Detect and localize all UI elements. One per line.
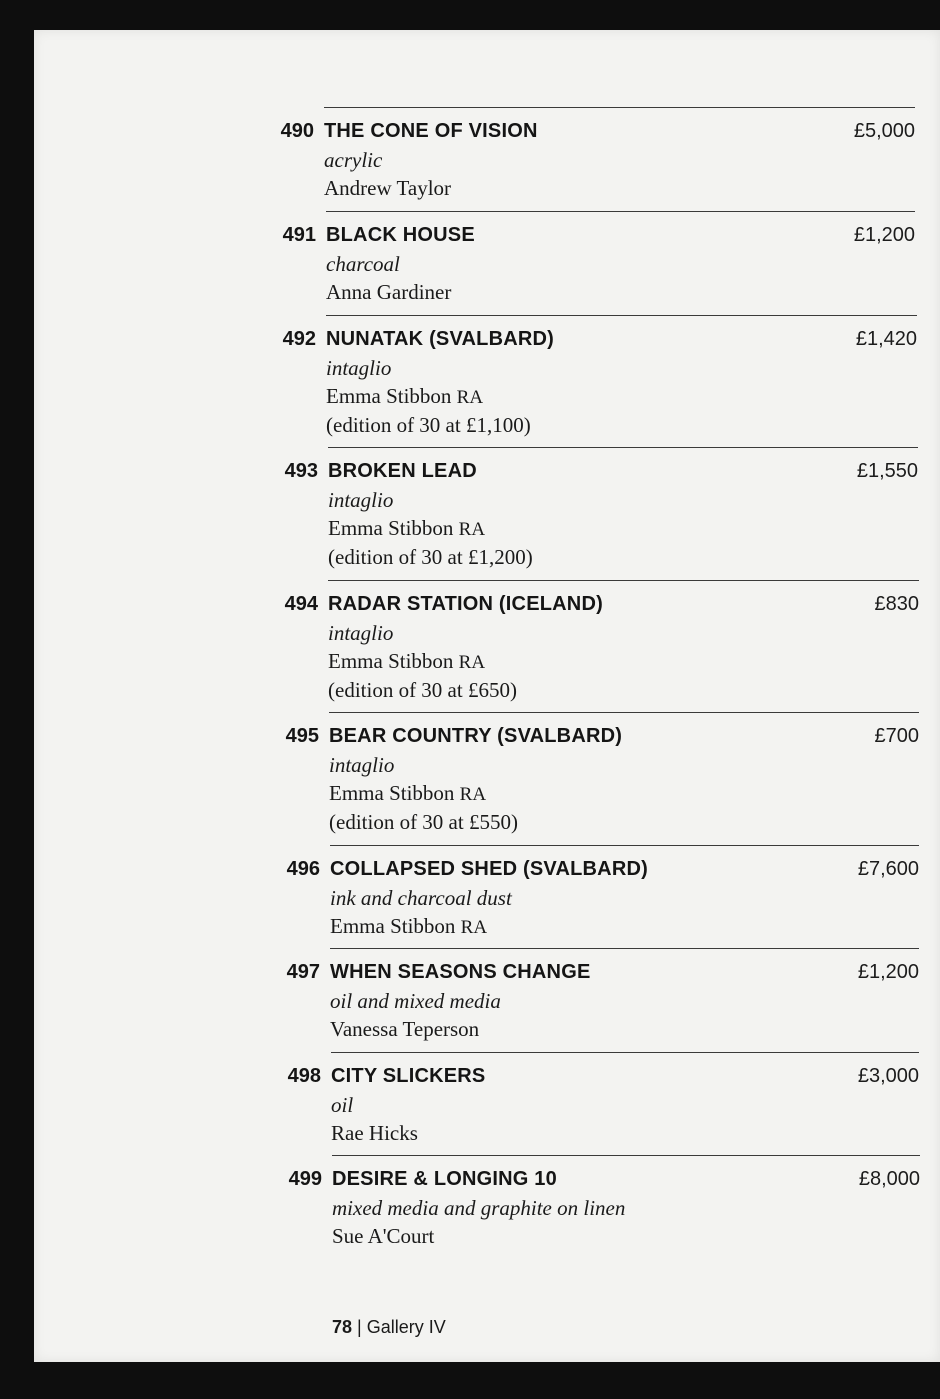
artwork-title: CITY SLICKERS — [331, 1065, 486, 1087]
artwork-price: £7,600 — [857, 858, 919, 880]
lot-entry — [288, 1155, 920, 1256]
lot-number: 497 — [286, 961, 320, 983]
artwork-price: £3,000 — [857, 1065, 919, 1087]
artist-name: Vanessa Teperson — [330, 1017, 480, 1041]
artist-name: Emma Stibbon — [330, 914, 456, 938]
artwork-title: COLLAPSED SHED (SVALBARD) — [330, 858, 648, 880]
artwork-medium: charcoal — [326, 252, 400, 276]
artwork-medium: oil — [331, 1093, 354, 1117]
lot-number: 492 — [282, 328, 316, 350]
artwork-medium: intaglio — [326, 356, 392, 380]
artwork-title: BLACK HOUSE — [326, 224, 475, 246]
catalogue-page — [34, 30, 940, 1362]
lot-number: 494 — [284, 593, 318, 615]
artwork-title: RADAR STATION (ICELAND) — [328, 593, 603, 615]
edition-note: (edition of 30 at £650) — [328, 678, 517, 702]
artwork-medium: acrylic — [324, 148, 383, 172]
artist-line — [332, 1224, 434, 1249]
artwork-price: £700 — [874, 725, 919, 747]
artwork-title: BEAR COUNTRY (SVALBARD) — [329, 725, 623, 747]
lot-entry — [284, 580, 919, 713]
artwork-title: BROKEN LEAD — [328, 460, 477, 482]
ra-designation: RA — [459, 784, 487, 805]
lot-entry — [285, 712, 919, 846]
lot-entry — [282, 211, 915, 316]
lot-entry — [287, 1052, 919, 1156]
artist-line — [326, 384, 483, 409]
artist-name: Emma Stibbon — [326, 384, 452, 408]
ra-designation: RA — [456, 387, 484, 408]
artist-line — [329, 781, 486, 806]
artist-line — [324, 176, 451, 201]
artwork-price: £1,550 — [856, 460, 918, 482]
artwork-medium: mixed media and graphite on linen — [332, 1196, 626, 1220]
lot-number: 490 — [280, 120, 314, 142]
lot-entry — [286, 948, 919, 1053]
artist-line — [331, 1121, 418, 1146]
lot-number: 496 — [286, 858, 320, 880]
artwork-price: £1,420 — [855, 328, 917, 350]
artwork-title: DESIRE & LONGING 10 — [332, 1168, 557, 1190]
artist-name: Emma Stibbon — [328, 649, 454, 673]
edition-note: (edition of 30 at £550) — [329, 810, 518, 834]
ra-designation: RA — [458, 519, 486, 540]
lot-entry — [286, 845, 919, 949]
lot-entry — [280, 107, 915, 212]
edition-note: (edition of 30 at £1,100) — [326, 413, 531, 437]
lot-entry — [282, 315, 917, 448]
artwork-medium: ink and charcoal dust — [330, 886, 512, 910]
artwork-title: WHEN SEASONS CHANGE — [330, 961, 591, 983]
edition-note: (edition of 30 at £1,200) — [328, 545, 533, 569]
artist-name: Rae Hicks — [331, 1121, 418, 1145]
page-footer — [332, 1317, 446, 1338]
lot-number: 495 — [285, 725, 319, 747]
artist-name: Anna Gardiner — [326, 280, 452, 304]
lot-number: 493 — [284, 460, 318, 482]
artwork-price: £5,000 — [853, 120, 915, 142]
artist-line — [330, 914, 487, 939]
artwork-medium: intaglio — [329, 753, 395, 777]
artwork-price: £1,200 — [857, 961, 919, 983]
artist-name: Sue A'Court — [332, 1224, 435, 1248]
artwork-medium: intaglio — [328, 621, 394, 645]
artwork-medium: intaglio — [328, 488, 394, 512]
artist-name: Emma Stibbon — [329, 781, 455, 805]
ra-designation: RA — [460, 917, 488, 938]
artwork-title: THE CONE OF VISION — [324, 120, 538, 142]
artist-line — [326, 280, 451, 305]
section-name: Gallery IV — [366, 1317, 446, 1337]
artwork-title: NUNATAK (SVALBARD) — [326, 328, 555, 350]
artwork-price: £8,000 — [858, 1168, 920, 1190]
lot-number: 498 — [287, 1065, 321, 1087]
artist-name: Andrew Taylor — [324, 176, 452, 200]
artist-name: Emma Stibbon — [328, 516, 454, 540]
artist-line — [328, 649, 485, 674]
artwork-price: £1,200 — [853, 224, 915, 246]
lot-entry — [284, 447, 918, 581]
artist-line — [328, 516, 485, 541]
page-number: 78 — [332, 1317, 353, 1337]
lot-number: 491 — [282, 224, 316, 246]
footer-separator: | — [357, 1317, 362, 1337]
lot-number: 499 — [288, 1168, 322, 1190]
artwork-medium: oil and mixed media — [330, 989, 501, 1013]
artist-line — [330, 1017, 479, 1042]
artwork-price: £830 — [874, 593, 919, 615]
ra-designation: RA — [458, 652, 486, 673]
